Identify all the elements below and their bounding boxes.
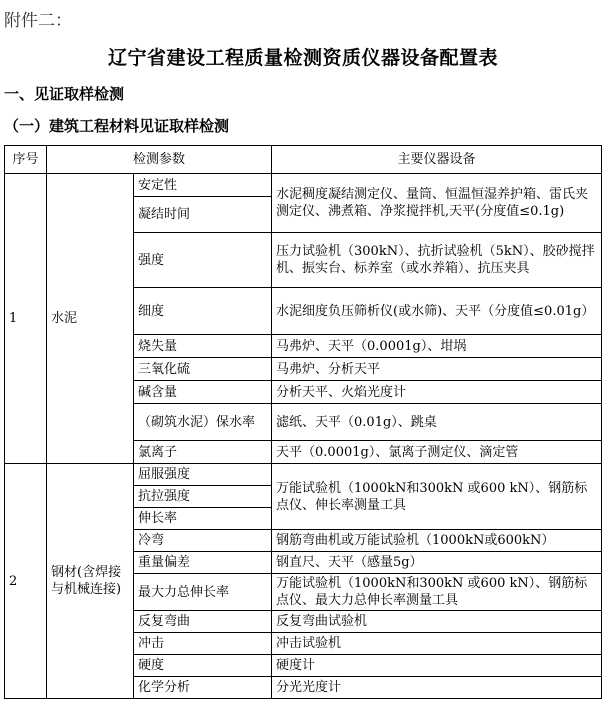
- equipment-cell: 分析天平、火焰光度计: [272, 381, 602, 404]
- equipment-cell: 钢直尺、天平（感量5g）: [272, 552, 602, 574]
- equipment-cell: 天平（0.0001g）、氯离子测定仪、滴定管: [272, 441, 602, 464]
- material-cell: 水泥: [47, 174, 134, 464]
- param-cell: 强度: [134, 233, 272, 288]
- param-cell: 细度: [134, 288, 272, 335]
- equipment-cell: 钢筋弯曲机或万能试验机（1000kN或600kN）: [272, 530, 602, 552]
- equipment-cell: 水泥细度负压筛析仪(或水筛)、天平（分度值≤0.01g）: [272, 288, 602, 335]
- equipment-cell: 滤纸、天平（0.01g）、跳桌: [272, 404, 602, 441]
- param-cell: 最大力总伸长率: [134, 574, 272, 611]
- param-cell: 冲击: [134, 633, 272, 655]
- param-cell: 硬度: [134, 655, 272, 677]
- equipment-table: [4, 145, 602, 699]
- param-cell: 冷弯: [134, 530, 272, 552]
- equipment-cell: 万能试验机（1000kN和300kN 或600 kN）、钢筋标点仪、伸长率测量工具: [272, 464, 602, 530]
- param-cell: 安定性: [134, 174, 272, 197]
- equipment-cell: 马弗炉、天平（0.0001g）、坩埚: [272, 335, 602, 358]
- table-row: [5, 174, 602, 197]
- param-cell: 反复弯曲: [134, 611, 272, 633]
- header-seq: 序号: [5, 146, 47, 174]
- param-cell: 伸长率: [134, 508, 272, 530]
- equipment-cell: 压力试验机（300kN）、抗折试验机（5kN）、胶砂搅拌机、振实台、标养室（或水养箱）、抗压夹具: [272, 233, 602, 288]
- material-cell: 钢材(含焊接与机械连接): [47, 464, 134, 699]
- page-title: 辽宁省建设工程质量检测资质仪器设备配置表: [107, 47, 498, 69]
- equipment-cell: 马弗炉、分析天平: [272, 358, 602, 381]
- seq-cell: 1: [5, 174, 47, 464]
- param-cell: 氯离子: [134, 441, 272, 464]
- annex-label: 附件二：: [4, 11, 72, 31]
- seq-cell: 2: [5, 464, 47, 699]
- param-cell: （砌筑水泥）保水率: [134, 404, 272, 441]
- header-equipment: 主要仪器设备: [272, 146, 602, 174]
- equipment-cell: 冲击试验机: [272, 633, 602, 655]
- equipment-cell: 水泥稠度凝结测定仪、量筒、恒温恒湿养护箱、雷氏夹测定仪、沸煮箱、净浆搅拌机,天平(分度值≤0.1g): [272, 174, 602, 233]
- param-cell: 化学分析: [134, 677, 272, 699]
- section-heading: 一、见证取样检测: [4, 85, 125, 103]
- table-row: [5, 464, 602, 486]
- header-param: 检测参数: [47, 146, 272, 174]
- param-cell: 凝结时间: [134, 197, 272, 233]
- param-cell: 三氧化硫: [134, 358, 272, 381]
- equipment-cell: 分光光度计: [272, 677, 602, 699]
- table-header-row: [5, 146, 602, 174]
- param-cell: 重量偏差: [134, 552, 272, 574]
- param-cell: 屈服强度: [134, 464, 272, 486]
- equipment-cell: 万能试验机（1000kN和300kN 或600 kN）、钢筋标点仪、最大力总伸长率测量工具: [272, 574, 602, 611]
- equipment-cell: 硬度计: [272, 655, 602, 677]
- subsection-heading: （一）建筑工程材料见证取样检测: [4, 117, 230, 135]
- param-cell: 烧失量: [134, 335, 272, 358]
- param-cell: 抗拉强度: [134, 486, 272, 508]
- equipment-cell: 反复弯曲试验机: [272, 611, 602, 633]
- param-cell: 碱含量: [134, 381, 272, 404]
